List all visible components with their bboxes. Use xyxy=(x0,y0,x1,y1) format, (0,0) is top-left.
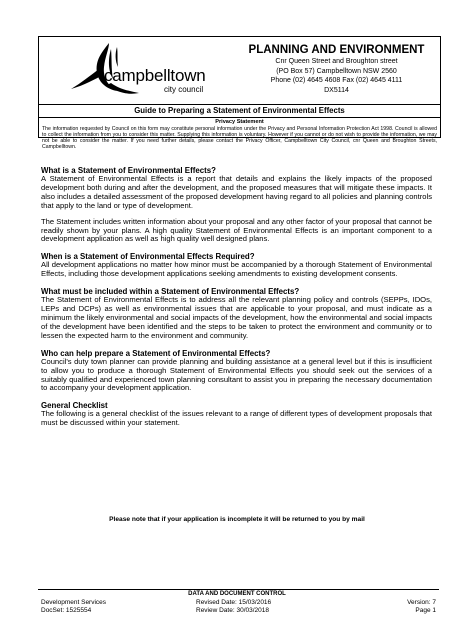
section-paragraph: All development applications no matter how minor must be accompanied by a thorough Statement of Environmental Effects, including those development applications seeking amendments to existing development consents. xyxy=(41,260,432,279)
privacy-section xyxy=(39,118,440,150)
section-heading: General Checklist xyxy=(41,401,108,411)
org-details xyxy=(244,43,429,95)
section-heading: When is a Statement of Environmental Effects Required? xyxy=(41,252,255,262)
org-title: PLANNING AND ENVIRONMENT xyxy=(248,44,425,56)
divider xyxy=(39,104,440,105)
section-paragraph: A Statement of Environmental Effects is a report that details and explains the likely impacts of the proposed development both during and after the development, and the proposed measures that will mitigate these impacts. It also includes a detailed assessment of the proposed development having regard to all policies and planning controls that apply to the land or type of development. xyxy=(41,174,432,210)
section-paragraph: The following is a general checklist of the issues relevant to a range of different types of development proposals that must be discussed within your statement. xyxy=(41,409,432,428)
footer-docset: DocSet: 1525554 xyxy=(41,607,92,614)
section-heading: Who can help prepare a Statement of Environmental Effects? xyxy=(41,348,271,358)
footer-review-date: Review Date: 30/03/2018 xyxy=(196,607,269,614)
header-box xyxy=(38,36,441,151)
footer-version: Version: 7 xyxy=(407,599,436,606)
footer-department: Development Services xyxy=(41,599,107,606)
org-dx-line: DX5114 xyxy=(324,86,349,94)
footer-revised-date: Revised Date: 15/03/2016 xyxy=(196,599,272,606)
section-paragraph: The Statement includes written information about your proposal and any other factor of your proposal that cannot be readily shown by your plans. A high quality Statement of Environmental Effects is an important component to a development application as well as high quality well designed plans. xyxy=(41,216,432,244)
main-content xyxy=(41,166,432,428)
logo-subtitle: city council xyxy=(164,85,204,94)
footer-page-number: Page 1 xyxy=(415,607,436,614)
section-heading: What must be included within a Statement of Environmental Effects? xyxy=(41,287,300,297)
privacy-title: Privacy Statement xyxy=(215,119,264,125)
org-address-line: Cnr Queen Street and Broughton street xyxy=(275,58,398,65)
footer-title: DATA AND DOCUMENT CONTROL xyxy=(188,591,286,597)
guide-title: Guide to Preparing a Statement of Environmental Effects xyxy=(134,106,345,115)
org-contact-line: Phone (02) 4645 4608 Fax (02) 4645 4111 xyxy=(270,77,403,84)
logo-wordmark: campbelltown xyxy=(104,66,206,85)
privacy-text: The information requested by Council on this form may constitute personal information under the Privacy and Personal Information Protection Act 1998. Council is allowed to collect the information from you to consider this matter. Supplying this information is voluntary. However if you cannot or do not wish to provide the information, we may not be able to consider the matter. If you need further details, please contact the Privacy Officer, Campbelltown City Council, cnr Queen and Broughton Streets, Campbelltown. xyxy=(42,126,437,151)
section-paragraph: Council's duty town planner can provide planning and building assistance at a general level but if this is insufficient to allow you to produce a thorough Statement of Environmental Effects you should seek out the services of a suitably qualified and experienced town planning consultant to assist you in preparing the necessary documentation to accompany your development application. xyxy=(41,356,432,393)
section-heading: What is a Statement of Environmental Effects? xyxy=(41,166,216,175)
footer-divider xyxy=(38,589,439,590)
section-paragraph: The Statement of Environmental Effects is to address all the relevant planning policy and controls (SEPPs, IDOs, LEPs and DCPs) as well as environmental issues that are applicable to your proposal, and must indicate as a minimum the likely environmental and social impacts of the development, how the environmental and social impacts of the development have been identified and the steps to be taken to protect the environment and community or to lessen the expected harm to the environment and community. xyxy=(41,295,432,340)
incomplete-application-note: Please note that if your application is incomplete it will be returned to you by mail xyxy=(109,516,365,523)
org-address-line: (PO Box 57) Campbelltown NSW 2560 xyxy=(276,67,397,75)
